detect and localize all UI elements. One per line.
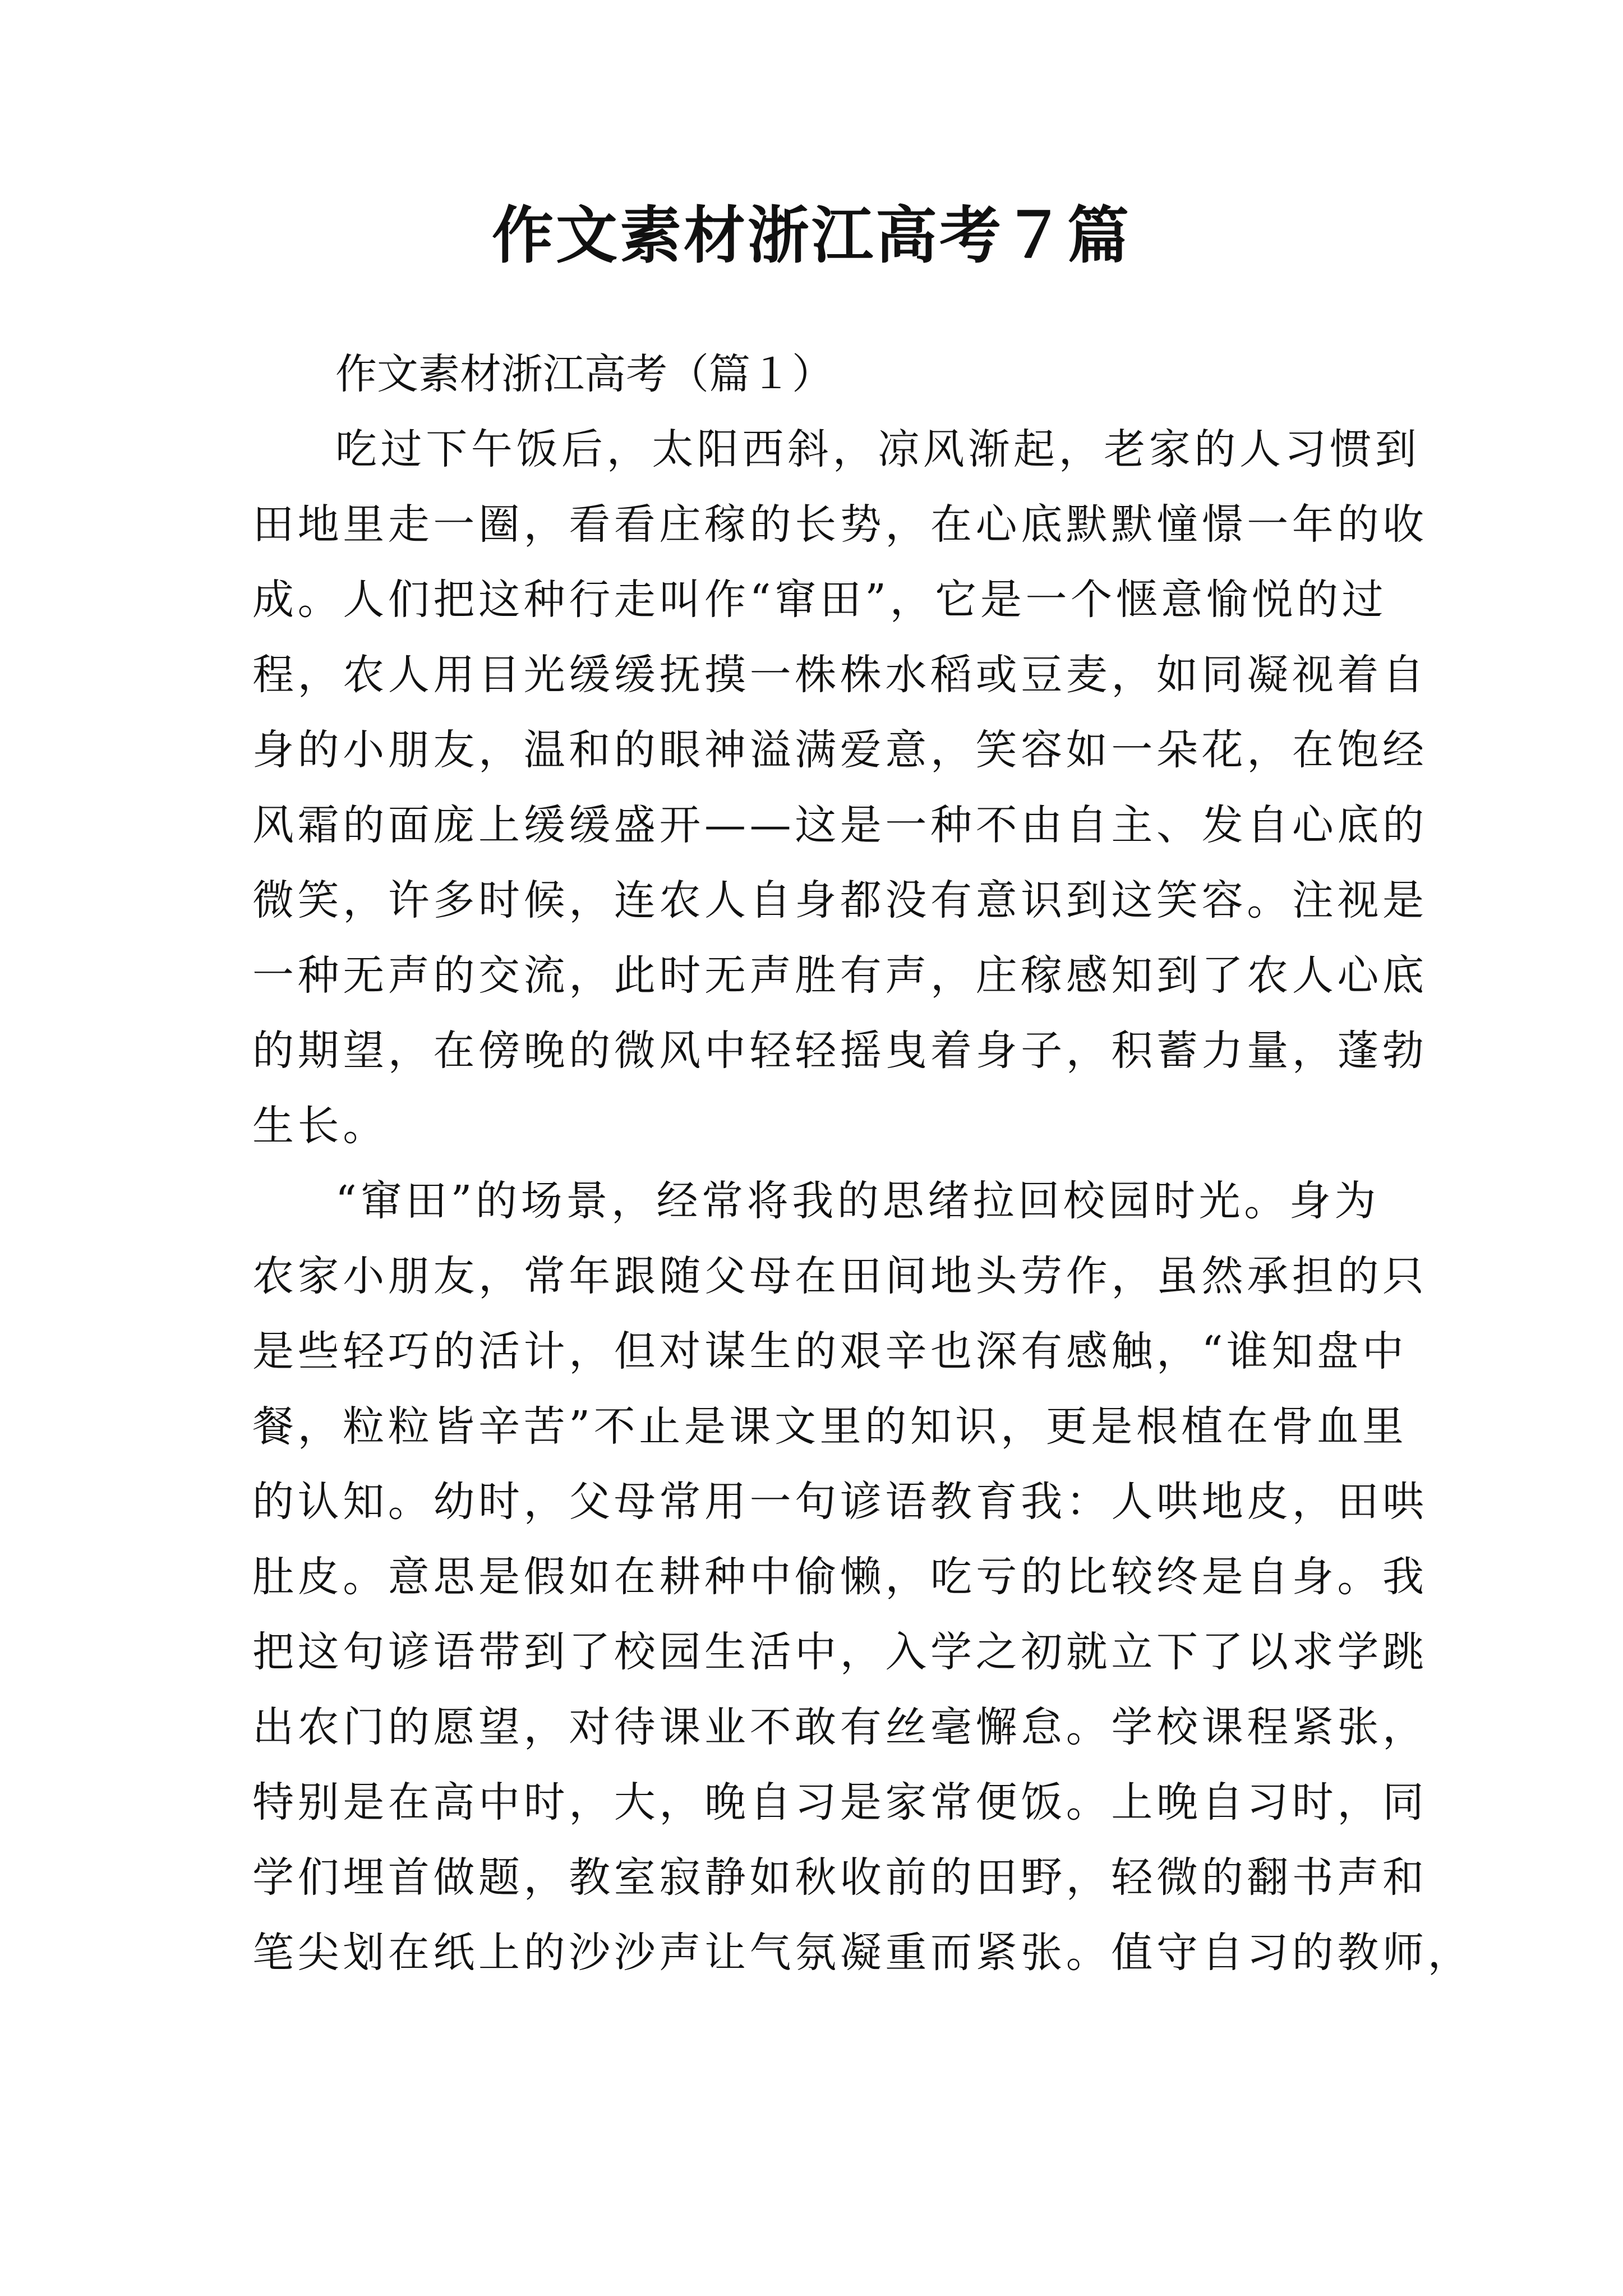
- section-heading: 作文素材浙江高考（篇１）: [335, 350, 833, 398]
- paragraph-line: “窜田”的场景，经常将我的思绪拉回校园时光。身为: [335, 1177, 1380, 1225]
- paragraph-line: 学们埋首做题，教室寂静如秋收前的田野，轻微的翻书声和: [252, 1853, 1428, 1902]
- paragraph-line: 的期望，在傍晚的微风中轻轻摇曳着身子，积蓄力量，蓬勃: [252, 1027, 1428, 1075]
- paragraph-line: 出农门的愿望，对待课业不敢有丝毫懈怠。学校课程紧张，: [252, 1703, 1428, 1751]
- document-body: [252, 337, 1473, 1990]
- paragraph-line: 是些轻巧的活计，但对谋生的艰辛也深有感触，“谁知盘中: [252, 1327, 1408, 1375]
- paragraph-line: 把这句谚语带到了校园生活中，入学之初就立下了以求学跳: [252, 1628, 1428, 1676]
- paragraph-line: 生长。: [252, 1102, 388, 1150]
- paragraph-line: 的认知。幼时，父母常用一句谚语教育我：人哄地皮，田哄: [252, 1478, 1428, 1526]
- paragraph-2: [252, 1163, 1473, 1990]
- document-title: 作文素材浙江高考７篇: [492, 199, 1131, 272]
- paragraph-line: 特别是在高中时，大，晚自习是家常便饭。上晚自习时，同: [252, 1778, 1428, 1826]
- paragraph-line: 风霜的面庞上缓缓盛开——这是一种不由自主、发自心底的: [252, 801, 1428, 849]
- paragraph-line: 笔尖划在纸上的沙沙声让气氛凝重而紧张。值守自习的教师，: [252, 1929, 1473, 1977]
- paragraph-line: 农家小朋友，常年跟随父母在田间地头劳作，虽然承担的只: [252, 1252, 1428, 1300]
- paragraph-line: 肚皮。意思是假如在耕种中偷懒，吃亏的比较终是自身。我: [252, 1553, 1428, 1601]
- paragraph-line: 一种无声的交流，此时无声胜有声，庄稼感知到了农人心底: [252, 951, 1428, 1000]
- paragraph-line: 微笑，许多时候，连农人自身都没有意识到这笑容。注视是: [252, 876, 1428, 924]
- paragraph-1: [252, 412, 1428, 1163]
- paragraph-line: 成。人们把这种行走叫作“窜田”，它是一个惬意愉悦的过: [252, 576, 1387, 624]
- paragraph-line: 餐，粒粒皆辛苦”不止是课文里的知识，更是根植在骨血里: [252, 1402, 1408, 1451]
- paragraph-line: 程，农人用目光缓缓抚摸一株株水稻或豆麦，如同凝视着自: [252, 651, 1428, 699]
- paragraph-line: 田地里走一圈，看看庄稼的长势，在心底默默憧憬一年的收: [252, 500, 1428, 549]
- paragraph-line: 身的小朋友，温和的眼神溢满爱意，笑容如一朵花，在饱经: [252, 726, 1428, 774]
- paragraph-line: 吃过下午饭后，太阳西斜，凉风渐起，老家的人习惯到: [335, 425, 1421, 473]
